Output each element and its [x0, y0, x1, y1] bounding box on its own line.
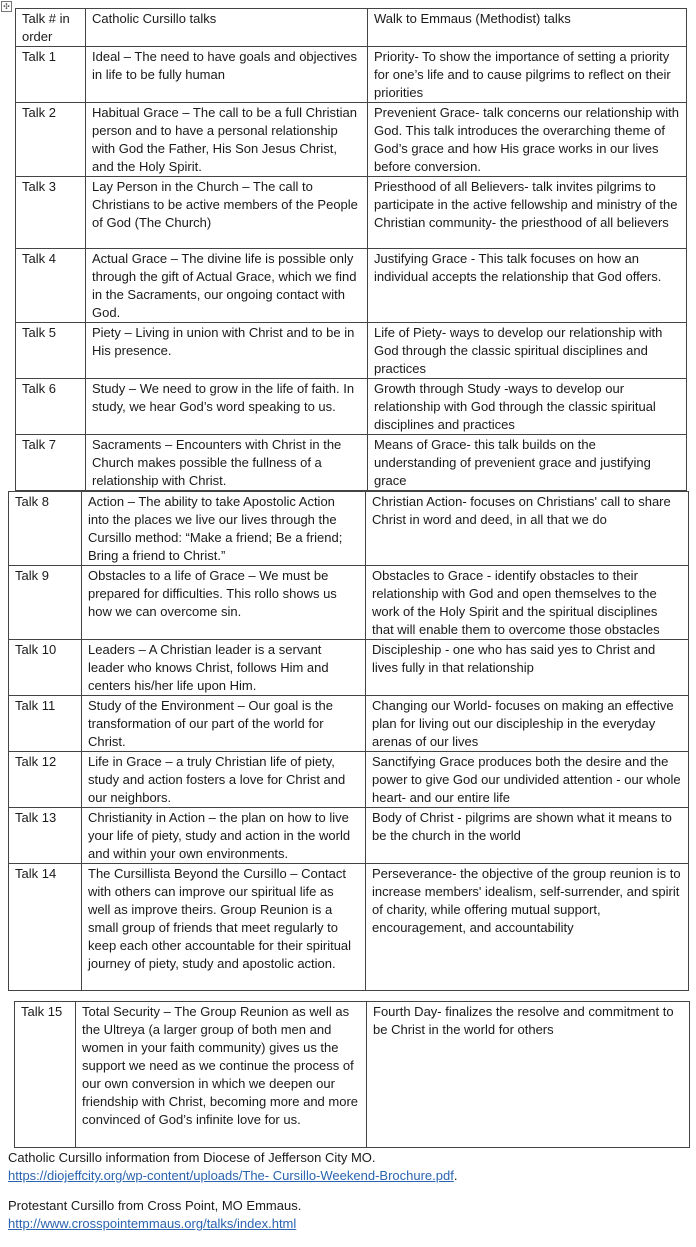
- emmaus-talk: Discipleship - one who has said yes to Christ and lives fully in that relationship: [366, 640, 689, 696]
- table-row: [9, 640, 689, 696]
- emmaus-talk: Justifying Grace - This talk focuses on how an individual accepts the relationship that God offers.: [368, 249, 687, 323]
- table-row: [16, 103, 687, 177]
- catholic-talk: Lay Person in the Church – The call to Christians to be active members of the People of God (The Church): [86, 177, 368, 249]
- link-period: .: [453, 1168, 458, 1183]
- table-row: [16, 379, 687, 435]
- catholic-source-link-line: [8, 1167, 688, 1185]
- talks-table-2: [8, 491, 689, 991]
- emmaus-talk: Growth through Study -ways to develop our relationship with God through the classic spiritual disciplines and practices: [368, 379, 687, 435]
- talk-number: Talk 3: [16, 177, 86, 249]
- talk-number: Talk 7: [16, 435, 86, 491]
- table-move-handle-icon[interactable]: ✣: [1, 1, 12, 12]
- catholic-talk: Leaders – A Christian leader is a servant leader who knows Christ, follows Him and centers his/her life upon Him.: [82, 640, 366, 696]
- emmaus-talk: Life of Piety- ways to develop our relationship with God through the classic spiritual disciplines and practices: [368, 323, 687, 379]
- table-row: [9, 808, 689, 864]
- catholic-talk: Action – The ability to take Apostolic Action into the places we live our lives through the Cursillo method: “Make a friend; Be a friend; Bring a friend to Christ.”: [82, 492, 366, 566]
- header-emmaus: Walk to Emmaus (Methodist) talks: [368, 9, 687, 47]
- emmaus-talk: Means of Grace- this talk builds on the understanding of prevenient grace and justifying grace: [368, 435, 687, 491]
- catholic-talk: Sacraments – Encounters with Christ in the Church makes possible the fullness of a relationship with Christ.: [86, 435, 368, 491]
- sources-notes: [8, 1149, 688, 1233]
- emmaus-talk: Obstacles to Grace - identify obstacles to their relationship with God and open themselves to the work of the Holy Spirit and the spiritual disciplines that will enable them to overcome those obstacles: [366, 566, 689, 640]
- protestant-source-text: Protestant Cursillo from Cross Point, MO Emmaus.: [8, 1198, 302, 1213]
- catholic-talk: Actual Grace – The divine life is possible only through the gift of Actual Grace, which we find in the Sacraments, our ongoing contact with God.: [86, 249, 368, 323]
- catholic-talk: Total Security – The Group Reunion as well as the Ultreya (a larger group of both men and women in your faith community) gives us the support we need as we continue the process of our own conversion in which we deepen our friendship with Christ, becoming more and more convinced of God’s infinite love for us.: [76, 1002, 367, 1148]
- talk-number: Talk 14: [9, 864, 82, 991]
- catholic-talk: Ideal – The need to have goals and objectives in life to be fully human: [86, 47, 368, 103]
- table-row: [16, 435, 687, 491]
- talk-number: Talk 12: [9, 752, 82, 808]
- catholic-talk: Study – We need to grow in the life of faith. In study, we hear God’s word speaking to us.: [86, 379, 368, 435]
- header-talk-number: Talk # in order: [16, 9, 86, 47]
- table-header-row: [16, 9, 687, 47]
- header-catholic: Catholic Cursillo talks: [86, 9, 368, 47]
- talk-number: Talk 15: [15, 1002, 76, 1148]
- talks-table-3: [14, 1001, 690, 1148]
- table-row: [16, 249, 687, 323]
- table-row: [9, 752, 689, 808]
- emmaus-talk: Priority- To show the importance of setting a priority for one’s life and to cause pilgrims to reflect on their priorities: [368, 47, 687, 103]
- table-row: [9, 566, 689, 640]
- talk-number: Talk 10: [9, 640, 82, 696]
- table-row: [15, 1002, 690, 1148]
- emmaus-talk: Changing our World- focuses on making an effective plan for living out our discipleship in the everyday arenas of our lives: [366, 696, 689, 752]
- emmaus-talk: Fourth Day- finalizes the resolve and commitment to be Christ in the world for others: [367, 1002, 690, 1148]
- emmaus-talk: Priesthood of all Believers- talk invites pilgrims to participate in the active fellowship and ministry of the Christian community- the priesthood of all believers: [368, 177, 687, 249]
- talk-number: Talk 1: [16, 47, 86, 103]
- table-row: [9, 864, 689, 991]
- emmaus-talk: Perseverance- the objective of the group reunion is to increase members' idealism, self-surrender, and spirit of charity, while offering mutual support, encouragement, and accountability: [366, 864, 689, 991]
- catholic-source-text: Catholic Cursillo information from Diocese of Jefferson City MO.: [8, 1150, 376, 1165]
- protestant-source-link[interactable]: http://www.crosspointemmaus.org/talks/index.html: [8, 1216, 297, 1231]
- talk-number: Talk 11: [9, 696, 82, 752]
- table-row: [16, 177, 687, 249]
- talk-number: Talk 9: [9, 566, 82, 640]
- talk-number: Talk 8: [9, 492, 82, 566]
- catholic-talk: Life in Grace – a truly Christian life of piety, study and action fosters a love for Christ and our neighbors.: [82, 752, 366, 808]
- catholic-source-link[interactable]: https://diojeffcity.org/wp-content/uploads/The- Cursillo-Weekend-Brochure.pdf: [8, 1168, 454, 1183]
- emmaus-talk: Sanctifying Grace produces both the desire and the power to give God our undivided attention - our whole heart- and our entire life: [366, 752, 689, 808]
- table-row: [16, 47, 687, 103]
- emmaus-talk: Christian Action- focuses on Christians' call to share Christ in word and deed, in all that we do: [366, 492, 689, 566]
- catholic-talk: Habitual Grace – The call to be a full Christian person and to have a personal relationship with God the Father, His Son Jesus Christ, and the Holy Spirit.: [86, 103, 368, 177]
- catholic-talk: Study of the Environment – Our goal is the transformation of our part of the world for Christ.: [82, 696, 366, 752]
- talks-table-1: [15, 8, 687, 491]
- talk-number: Talk 6: [16, 379, 86, 435]
- catholic-talk: Obstacles to a life of Grace – We must be prepared for difficulties. This rollo shows us how we can overcome sin.: [82, 566, 366, 640]
- talk-number: Talk 13: [9, 808, 82, 864]
- catholic-talk: Piety – Living in union with Christ and to be in His presence.: [86, 323, 368, 379]
- talk-number: Talk 4: [16, 249, 86, 323]
- talk-number: Talk 2: [16, 103, 86, 177]
- table-row: [9, 696, 689, 752]
- emmaus-talk: Body of Christ - pilgrims are shown what it means to be the church in the world: [366, 808, 689, 864]
- talk-number: Talk 5: [16, 323, 86, 379]
- table-row: [16, 323, 687, 379]
- catholic-talk: The Cursillista Beyond the Cursillo – Contact with others can improve our spiritual life as well as improve theirs. Group Reunion is a small group of friends that meet regularly to keep each other accountable for their spiritual journey of piety, study and apostolic action.: [82, 864, 366, 991]
- emmaus-talk: Prevenient Grace- talk concerns our relationship with God. This talk introduces the overarching theme of God’s grace and how His grace works in our lives before conversion.: [368, 103, 687, 177]
- catholic-talk: Christianity in Action – the plan on how to live your life of piety, study and action in the world and within your own environments.: [82, 808, 366, 864]
- table-row: [9, 492, 689, 566]
